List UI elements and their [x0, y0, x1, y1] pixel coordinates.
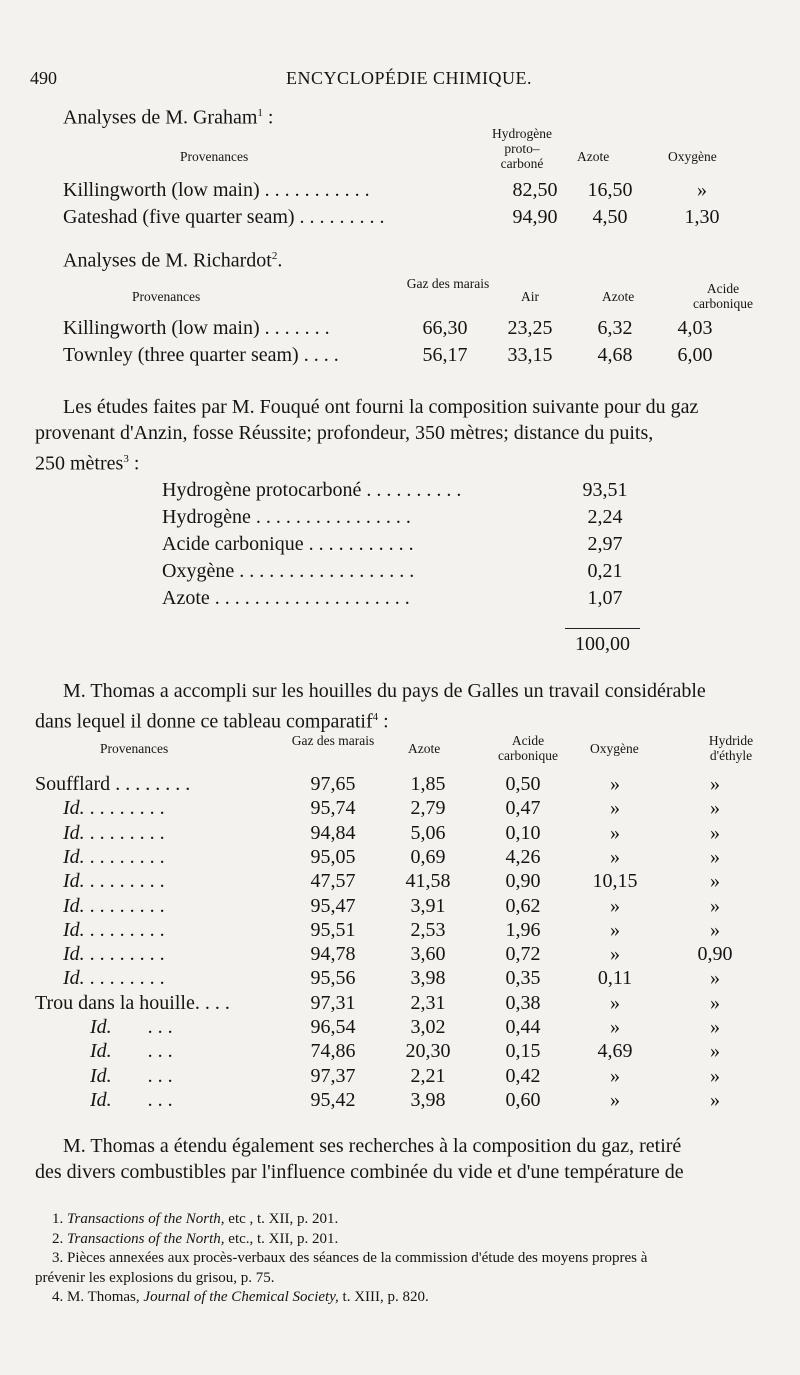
thomas-cell: »: [710, 991, 720, 1014]
provenance-label: Id.: [63, 918, 85, 941]
composition-item-name: Acide carbonique . . . . . . . . . . .: [162, 533, 414, 555]
provenance-label: Id.: [63, 821, 85, 844]
thomas-cell: 2,79: [410, 797, 446, 820]
thomas-row-name: [63, 797, 165, 820]
richardot-col-azote: Azote: [602, 289, 635, 304]
thomas-cell: 3,60: [410, 943, 446, 966]
leader-dots: . . . .: [194, 991, 230, 1014]
provenance-label: Id.: [63, 870, 85, 893]
provenance-label: Id.: [63, 797, 85, 820]
thomas-cell: 95,05: [310, 845, 356, 868]
thomas-cell: »: [610, 1016, 620, 1038]
footnote: [52, 1289, 429, 1306]
fouque-line-1: Les études faites par M. Fouqué ont fourni la composition suivante pour du gaz: [63, 396, 699, 418]
fouque-total: 100,00: [575, 633, 630, 655]
thomas-cell: 96,54: [310, 1016, 356, 1038]
footnote-ref: 4: [372, 711, 379, 723]
provenance-label: Id.: [90, 1040, 112, 1063]
thomas-cell: 95,74: [310, 797, 356, 820]
leader-dots: . . . . . . . .: [84, 797, 165, 820]
thomas-cell: »: [610, 918, 620, 941]
thomas-cell: 97,65: [310, 773, 356, 795]
thomas-col-acide: Acide carbonique: [498, 733, 558, 763]
composition-item-value: 0,21: [587, 560, 623, 582]
thomas-cell: »: [610, 943, 620, 966]
graham-cell: 4,50: [592, 206, 628, 228]
richardot-cell: 6,32: [597, 317, 633, 339]
thomas-col-gaz: Gaz des marais: [291, 733, 375, 748]
footnote-ref: 1: [257, 107, 263, 119]
thomas-col-hydride: Hydride d'éthyle: [708, 733, 754, 763]
thomas-cell: 10,15: [592, 870, 638, 893]
composition-item-value: 2,97: [587, 533, 623, 555]
footnote-text: etc., t. XII, p. 201.: [224, 1230, 339, 1247]
leader-dots: . . .: [147, 1040, 173, 1063]
thomas-cell: 1,85: [410, 773, 446, 795]
composition-item-name: Oxygène . . . . . . . . . . . . . . . . . .: [162, 560, 415, 582]
thomas-row-name: [35, 773, 190, 796]
provenance-label: Id.: [90, 1088, 112, 1111]
thomas-cell: 74,86: [310, 1040, 356, 1063]
graham-col-oxygene: Oxygène: [668, 149, 717, 164]
graham-row-name: Killingworth (low main) . . . . . . . . . . .: [63, 179, 370, 201]
thomas-row-name: [90, 1016, 173, 1039]
footnote-text: 2.: [52, 1230, 64, 1247]
thomas-cell: 1,96: [505, 918, 541, 941]
thomas-cell: 0,10: [505, 821, 541, 844]
thomas-cell: 95,51: [310, 918, 356, 941]
leader-dots: . . . . . . . .: [84, 967, 165, 990]
thomas-cell: »: [710, 797, 720, 820]
composition-item-value: 1,07: [587, 587, 623, 609]
thomas-cell: 4,69: [597, 1040, 633, 1063]
thomas-cell: »: [610, 991, 620, 1014]
thomas-cell: »: [710, 1040, 720, 1063]
footnote-text: 1.: [52, 1211, 64, 1227]
thomas-cell: 41,58: [405, 870, 451, 893]
thomas-cell: 3,02: [410, 1016, 446, 1038]
thomas-cell: 3,91: [410, 894, 446, 917]
thomas-cell: 3,98: [410, 967, 446, 990]
thomas-cell: 0,35: [505, 967, 541, 990]
footnote-text: Transactions of the North,: [63, 1211, 225, 1227]
thomas-cell: »: [610, 821, 620, 844]
richardot-cell: 4,68: [597, 344, 633, 366]
composition-item-name: Hydrogène . . . . . . . . . . . . . . . .: [162, 506, 411, 528]
thomas-row-name: [90, 1040, 173, 1063]
thomas-row-name: [35, 992, 230, 1015]
provenance-label: Id.: [63, 894, 85, 917]
thomas-row-name: [63, 822, 165, 845]
footnote-text: 3.: [52, 1250, 64, 1266]
footnote-text: Transactions of the North,: [63, 1230, 225, 1247]
richardot-cell: 6,00: [677, 344, 713, 366]
thomas-cell: »: [610, 797, 620, 820]
graham-cell: 94,90: [512, 206, 558, 228]
composition-item-name: Azote . . . . . . . . . . . . . . . . . . . .: [162, 587, 410, 609]
thomas-cell: »: [610, 845, 620, 868]
leader-dots: . . .: [147, 1016, 173, 1038]
provenance-label: Id.: [63, 967, 85, 990]
thomas-cell: 94,78: [310, 943, 356, 966]
thomas-row-name: [63, 943, 165, 966]
thomas-cell: 3,98: [410, 1088, 446, 1111]
composition-item-value: 93,51: [582, 479, 628, 501]
provenance-label: Id.: [90, 1016, 112, 1038]
thomas-cell: »: [710, 1088, 720, 1111]
graham-cell: 1,30: [684, 206, 720, 228]
provenance-label: Id.: [63, 845, 85, 868]
thomas-cell: »: [710, 967, 720, 990]
thomas-cell: »: [610, 773, 620, 795]
thomas-row-name: [63, 895, 165, 918]
closing-line-1: M. Thomas a étendu également ses recherches à la composition du gaz, retiré: [63, 1135, 682, 1157]
thomas-cell: 0,62: [505, 894, 541, 917]
thomas-cell: 2,53: [410, 918, 446, 941]
richardot-cell: 4,03: [677, 317, 713, 339]
leader-dots: . . . . . . . .: [84, 943, 165, 966]
graham-title: Analyses de M. Graham$^1$ :: [63, 106, 274, 129]
thomas-line-2: dans lequel il donne ce tableau comparatif$^4$ :: [35, 710, 389, 733]
running-title: ENCYCLOPÉDIE CHIMIQUE.: [286, 68, 532, 88]
richardot-cell: 33,15: [507, 344, 553, 366]
thomas-row-name: [90, 1089, 173, 1112]
footnote-ref: 3: [123, 453, 129, 465]
graham-cell: 82,50: [512, 179, 558, 201]
leader-dots: . . . . . . . .: [84, 894, 165, 917]
thomas-cell: 97,31: [310, 991, 356, 1014]
thomas-cell: 20,30: [405, 1040, 451, 1063]
thomas-cell: »: [710, 870, 720, 893]
fouque-line-2: provenant d'Anzin, fosse Réussite; profondeur, 350 mètres; distance du puits,: [35, 422, 654, 444]
provenance-label: Soufflard: [35, 773, 111, 795]
thomas-cell: »: [710, 845, 720, 868]
leader-dots: . . . . . . . .: [84, 918, 165, 941]
richardot-cell: 66,30: [422, 317, 468, 339]
fouque-line-3: 250 mètres$^3$ :: [35, 452, 140, 475]
composition-item-value: 2,24: [587, 506, 623, 528]
leader-dots: . . . . . . . .: [84, 821, 165, 844]
thomas-cell: »: [710, 918, 720, 941]
footnote-text: Journal of the Chemical Society,: [143, 1289, 339, 1305]
footnote-text: etc , t. XII, p. 201.: [224, 1211, 339, 1227]
thomas-cell: »: [710, 894, 720, 917]
footnote-text: 4.: [52, 1289, 64, 1305]
thomas-col-azote: Azote: [408, 741, 441, 756]
provenance-label: Id.: [63, 943, 85, 966]
thomas-col-provenances: Provenances: [100, 741, 169, 756]
thomas-cell: 94,84: [310, 821, 356, 844]
leader-dots: . . .: [147, 1088, 173, 1111]
footnote: [35, 1270, 275, 1287]
richardot-col-acide: Acide carbonique: [693, 281, 753, 311]
footnote-ref: 2: [271, 250, 278, 262]
thomas-row-name: [90, 1065, 173, 1088]
thomas-cell: 0,90: [697, 943, 733, 966]
footnote-text: Pièces annexées aux procès-verbaux des séances de la commission d'étude des moyens propres à: [63, 1250, 648, 1266]
footnote-text: M. Thomas,: [63, 1289, 144, 1305]
thomas-row-name: [63, 870, 165, 893]
richardot-row-name: Townley (three quarter seam) . . . .: [63, 344, 339, 366]
thomas-row-name: [63, 967, 165, 990]
richardot-col-provenances: Provenances: [132, 289, 201, 304]
closing-line-2: des divers combustibles par l'influence combinée du vide et d'une température de: [35, 1161, 684, 1183]
thomas-row-name: [63, 846, 165, 869]
richardot-col-gaz: Gaz des marais: [406, 276, 490, 291]
thomas-cell: 0,69: [410, 845, 446, 868]
thomas-col-oxygene: Oxygène: [590, 741, 639, 756]
thomas-cell: 47,57: [310, 870, 356, 893]
thomas-cell: 0,42: [505, 1064, 541, 1087]
thomas-cell: 0,38: [505, 991, 541, 1014]
leader-dots: . . . . . . . .: [84, 870, 165, 893]
footnote: [52, 1211, 338, 1228]
richardot-title: Analyses de M. Richardot$^2$.: [63, 249, 283, 272]
thomas-cell: »: [610, 894, 620, 917]
sum-rule: [565, 628, 640, 629]
graham-cell: 16,50: [587, 179, 633, 201]
thomas-cell: 4,26: [505, 845, 541, 868]
richardot-cell: 23,25: [507, 317, 553, 339]
thomas-cell: 0,44: [505, 1016, 541, 1038]
footnote: [52, 1231, 338, 1248]
page-number: 490: [30, 68, 57, 88]
composition-item-name: Hydrogène protocarboné . . . . . . . . . .: [162, 479, 462, 501]
thomas-cell: 0,15: [505, 1040, 541, 1063]
richardot-col-air: Air: [521, 289, 539, 304]
footnote-text: prévenir les explosions du grisou, p. 75.: [35, 1269, 275, 1286]
thomas-cell: 95,42: [310, 1088, 356, 1111]
thomas-cell: 0,47: [505, 797, 541, 820]
thomas-cell: 95,56: [310, 967, 356, 990]
leader-dots: . . . . . . . .: [110, 773, 191, 795]
thomas-cell: »: [710, 1016, 720, 1038]
graham-col-provenances: Provenances: [180, 149, 249, 164]
graham-col-hydrogene: Hydrogène proto– carboné: [492, 126, 552, 171]
thomas-cell: 0,72: [505, 943, 541, 966]
thomas-cell: 95,47: [310, 894, 356, 917]
graham-row-name: Gateshad (five quarter seam) . . . . . . . . .: [63, 206, 385, 228]
provenance-label: Id.: [90, 1064, 112, 1087]
thomas-cell: »: [710, 1064, 720, 1087]
thomas-cell: 5,06: [410, 821, 446, 844]
graham-cell: »: [697, 179, 707, 201]
thomas-cell: 2,31: [410, 991, 446, 1014]
thomas-cell: 0,60: [505, 1088, 541, 1111]
thomas-cell: 0,90: [505, 870, 541, 893]
thomas-cell: »: [710, 821, 720, 844]
thomas-cell: 0,11: [597, 967, 633, 990]
thomas-cell: »: [610, 1064, 620, 1087]
footnote-text: t. XIII, p. 820.: [338, 1289, 429, 1305]
leader-dots: . . .: [147, 1064, 173, 1087]
thomas-cell: 0,50: [505, 773, 541, 795]
footnote: [52, 1250, 647, 1267]
thomas-line-1: M. Thomas a accompli sur les houilles du pays de Galles un travail considérable: [63, 680, 706, 702]
thomas-cell: »: [710, 773, 720, 795]
richardot-row-name: Killingworth (low main) . . . . . . .: [63, 317, 330, 339]
graham-col-azote: Azote: [577, 149, 610, 164]
richardot-cell: 56,17: [422, 344, 468, 366]
thomas-row-name: [63, 919, 165, 942]
leader-dots: . . . . . . . .: [84, 845, 165, 868]
thomas-cell: 2,21: [410, 1064, 446, 1087]
provenance-label: Trou dans la houille: [35, 991, 195, 1014]
thomas-cell: 97,37: [310, 1064, 356, 1087]
thomas-cell: »: [610, 1088, 620, 1111]
